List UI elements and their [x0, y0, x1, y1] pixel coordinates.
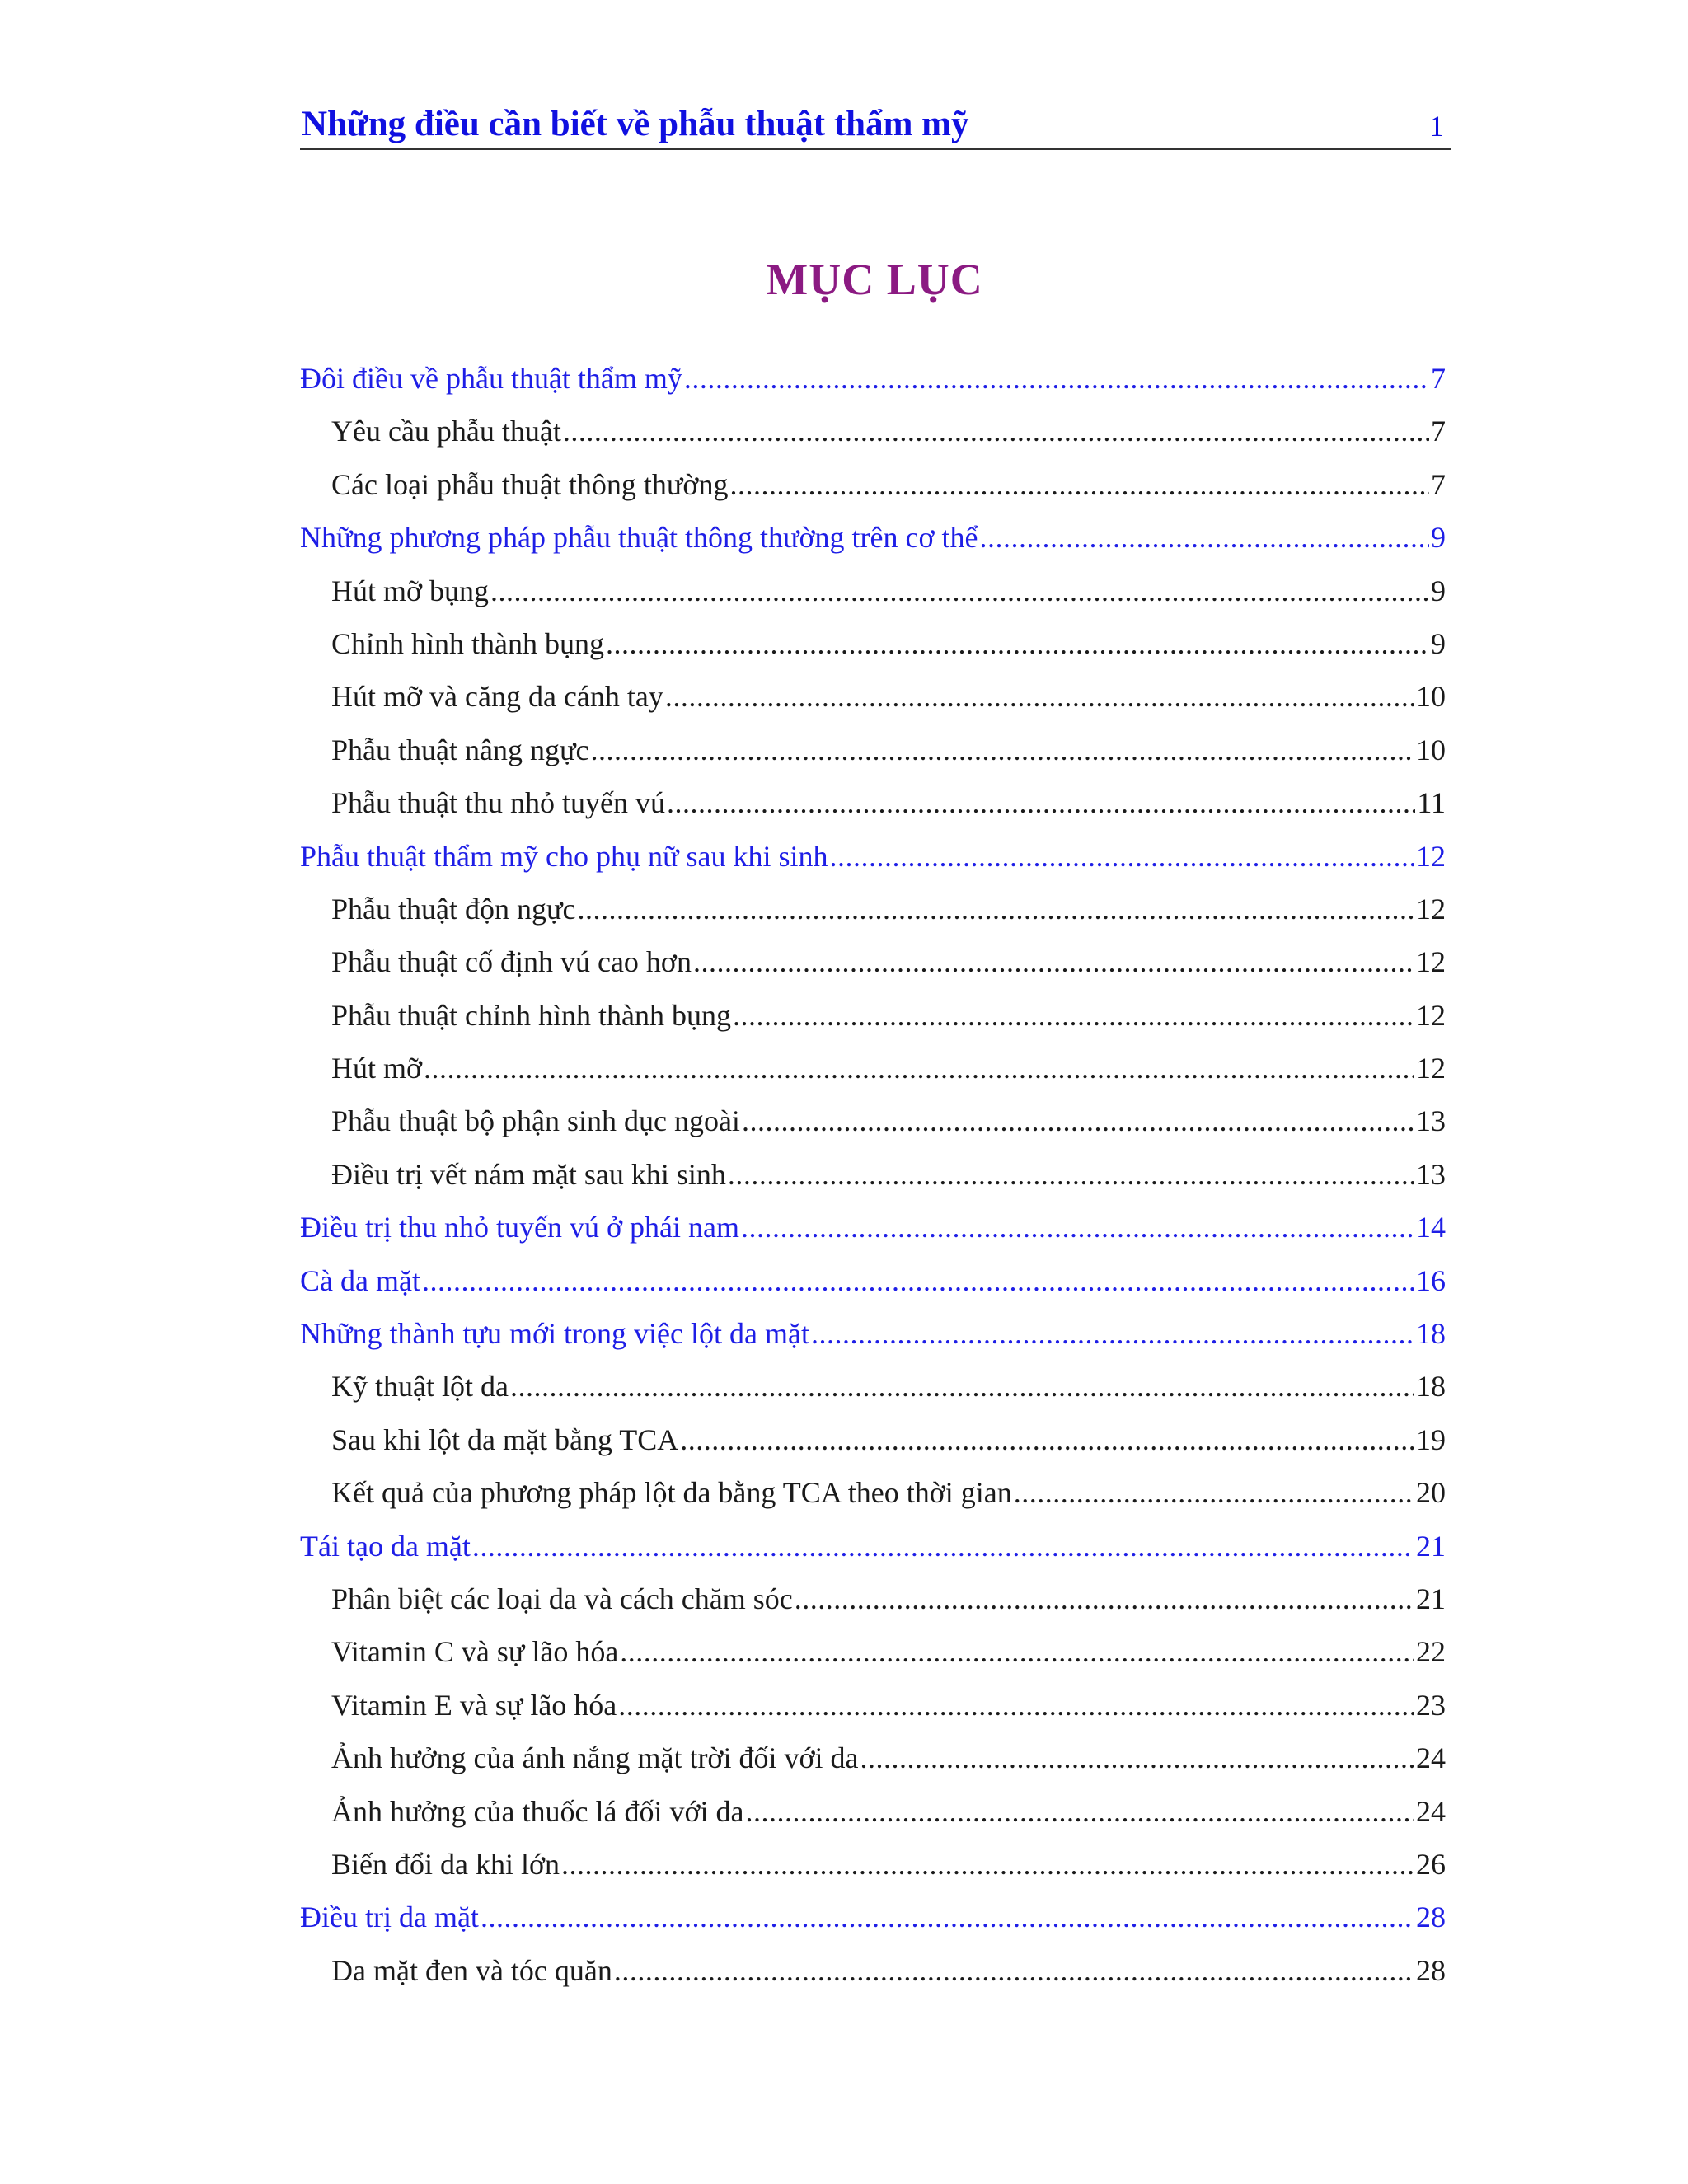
toc-dot-leader	[742, 1104, 1414, 1138]
toc-entry[interactable]	[300, 1953, 1446, 2006]
toc-dot-leader	[561, 1847, 1414, 1882]
toc-dot-leader	[1014, 1475, 1414, 1510]
toc-entry-page: 7	[1431, 467, 1446, 501]
toc-dot-leader	[618, 1688, 1414, 1722]
toc-entry-text: Điều trị thu nhỏ tuyến vú ở phái nam	[300, 1211, 739, 1244]
toc-entry-text: Phẫu thuật thẩm mỹ cho phụ nữ sau khi sinh	[300, 839, 828, 873]
toc-dot-leader	[490, 574, 1429, 608]
toc-entry-page: 21	[1416, 1529, 1446, 1563]
toc-entry-text: Tái tạo da mặt	[300, 1529, 471, 1563]
toc-entry-text: Vitamin C và sự lão hóa	[331, 1635, 619, 1669]
toc-entry[interactable]	[300, 1422, 1446, 1475]
toc-entry-page: 28	[1416, 1953, 1446, 1987]
toc-entry-page: 11	[1417, 786, 1446, 820]
toc-entry-text: Đôi điều về phẫu thuật thẩm mỹ	[300, 362, 682, 395]
toc-entry[interactable]	[300, 1475, 1446, 1528]
toc-entry[interactable]	[300, 944, 1446, 997]
toc-entry[interactable]	[300, 1582, 1446, 1634]
toc-dot-leader	[424, 1051, 1414, 1085]
toc-entry-page: 28	[1416, 1900, 1446, 1934]
toc-dot-leader	[680, 1422, 1414, 1457]
toc-entry[interactable]	[300, 574, 1446, 626]
toc-entry-text: Ảnh hưởng của ánh nắng mặt trời đối với da	[331, 1741, 859, 1775]
table-of-contents	[300, 361, 1446, 2006]
toc-dot-leader	[811, 1316, 1414, 1351]
toc-entry[interactable]	[300, 361, 1446, 414]
toc-dot-leader	[860, 1741, 1415, 1775]
header-page-number: 1	[1429, 110, 1444, 143]
toc-entry[interactable]	[300, 467, 1446, 520]
toc-entry[interactable]	[300, 998, 1446, 1051]
toc-entry[interactable]	[300, 892, 1446, 944]
header-title: Những điều cần biết về phẫu thuật thẩm mỹ	[302, 105, 969, 143]
toc-entry-text: Hút mỡ	[331, 1052, 423, 1085]
toc-entry-page: 23	[1416, 1688, 1446, 1722]
toc-entry-page: 12	[1416, 998, 1446, 1032]
toc-entry-page: 24	[1416, 1794, 1446, 1828]
toc-dot-leader	[606, 626, 1429, 661]
toc-entry-page: 24	[1416, 1741, 1446, 1775]
running-header	[300, 101, 1451, 150]
toc-entry[interactable]	[300, 839, 1446, 892]
toc-entry-page: 9	[1431, 574, 1446, 607]
toc-dot-leader	[693, 944, 1414, 979]
toc-dot-leader	[728, 1157, 1414, 1192]
toc-entry[interactable]	[300, 1794, 1446, 1847]
toc-entry-page: 14	[1416, 1211, 1446, 1244]
toc-entry-text: Phẫu thuật cố định vú cao hơn	[331, 945, 692, 979]
toc-entry-page: 12	[1416, 892, 1446, 926]
toc-entry-text: Yêu cầu phẫu thuật	[331, 415, 561, 448]
toc-dot-leader	[422, 1263, 1414, 1298]
toc-entry-page: 7	[1431, 362, 1446, 395]
toc-entry-text: Những phương pháp phẫu thuật thông thường trên cơ thể	[300, 521, 978, 555]
toc-dot-leader	[684, 361, 1429, 396]
toc-dot-leader	[667, 785, 1415, 820]
toc-entry-text: Các loại phẫu thuật thông thường	[331, 467, 729, 501]
toc-heading: MỤC LỤC	[766, 255, 983, 304]
toc-entry[interactable]	[300, 1688, 1446, 1741]
toc-dot-leader	[481, 1900, 1414, 1934]
toc-dot-leader	[563, 414, 1429, 448]
toc-entry[interactable]	[300, 1316, 1446, 1369]
toc-entry-text: Kỹ thuật lột da	[331, 1370, 509, 1404]
toc-entry-text: Sau khi lột da mặt bằng TCA	[331, 1422, 679, 1456]
toc-entry[interactable]	[300, 414, 1446, 466]
toc-dot-leader	[733, 998, 1414, 1033]
toc-entry-page: 18	[1416, 1317, 1446, 1351]
toc-entry-text: Phẫu thuật chỉnh hình thành bụng	[331, 998, 731, 1032]
toc-entry-page: 19	[1416, 1422, 1446, 1456]
toc-entry-page: 20	[1416, 1476, 1446, 1510]
toc-entry[interactable]	[300, 733, 1446, 785]
toc-entry-text: Phẫu thuật nâng ngực	[331, 733, 589, 766]
toc-dot-leader	[620, 1634, 1414, 1669]
toc-entry-text: Ảnh hưởng của thuốc lá đối với da	[331, 1794, 744, 1828]
toc-entry-text: Phẫu thuật bộ phận sinh dục ngoài	[331, 1104, 740, 1138]
toc-entry-page: 10	[1416, 733, 1446, 766]
toc-entry-text: Hút mỡ bụng	[331, 574, 490, 607]
toc-entry-page: 9	[1431, 626, 1446, 660]
toc-dot-leader	[741, 1210, 1414, 1244]
toc-entry-page: 12	[1416, 1052, 1446, 1085]
toc-dot-leader	[829, 839, 1414, 874]
toc-entry-page: 22	[1416, 1635, 1446, 1669]
toc-entry-text: Phân biệt các loại da và cách chăm sóc	[331, 1582, 793, 1615]
toc-entry-page: 7	[1431, 415, 1446, 448]
toc-entry-text: Phẫu thuật thu nhỏ tuyến vú	[331, 786, 665, 820]
toc-entry-page: 12	[1416, 945, 1446, 979]
toc-dot-leader	[729, 467, 1429, 502]
toc-entry-text: Vitamin E và sự lão hóa	[331, 1688, 617, 1722]
toc-entry-page: 13	[1416, 1157, 1446, 1191]
toc-entry-text: Biến đổi da khi lớn	[331, 1847, 560, 1881]
toc-entry-text: Điều trị vết nám mặt sau khi sinh	[331, 1157, 726, 1191]
toc-entry-page: 16	[1416, 1263, 1446, 1297]
toc-entry[interactable]	[300, 1051, 1446, 1104]
toc-entry[interactable]	[300, 1634, 1446, 1687]
toc-dot-leader	[510, 1369, 1414, 1404]
toc-dot-leader	[665, 679, 1414, 714]
toc-entry[interactable]	[300, 785, 1446, 838]
toc-entry-text: Hút mỡ và căng da cánh tay	[331, 680, 663, 714]
toc-entry[interactable]	[300, 679, 1446, 732]
toc-entry-text: Cà da mặt	[300, 1263, 420, 1297]
toc-entry-text: Điều trị da mặt	[300, 1900, 479, 1934]
toc-entry-text: Da mặt đen và tóc quăn	[331, 1953, 612, 1987]
toc-entry[interactable]	[300, 1157, 1446, 1210]
toc-entry-page: 26	[1416, 1847, 1446, 1881]
toc-entry-text: Những thành tựu mới trong việc lột da mặt	[300, 1317, 809, 1351]
toc-entry-page: 21	[1416, 1582, 1446, 1615]
toc-entry[interactable]	[300, 1900, 1446, 1952]
toc-entry[interactable]	[300, 626, 1446, 679]
toc-entry[interactable]	[300, 1741, 1446, 1793]
toc-entry[interactable]	[300, 1529, 1446, 1582]
toc-dot-leader	[980, 520, 1429, 555]
toc-entry[interactable]	[300, 1847, 1446, 1900]
toc-entry-page: 10	[1416, 680, 1446, 714]
toc-entry-text: Chỉnh hình thành bụng	[331, 626, 604, 660]
toc-entry[interactable]	[300, 1263, 1446, 1316]
toc-dot-leader	[577, 892, 1414, 926]
toc-entry-page: 12	[1416, 839, 1446, 873]
toc-entry[interactable]	[300, 1210, 1446, 1263]
toc-entry-page: 18	[1416, 1370, 1446, 1404]
toc-entry-page: 13	[1416, 1104, 1446, 1138]
toc-entry-page: 9	[1431, 521, 1446, 555]
toc-dot-leader	[590, 733, 1414, 767]
toc-entry[interactable]	[300, 1369, 1446, 1422]
toc-entry[interactable]	[300, 520, 1446, 573]
toc-dot-leader	[745, 1794, 1414, 1829]
toc-dot-leader	[795, 1582, 1414, 1616]
toc-dot-leader	[472, 1529, 1414, 1563]
toc-entry-text: Kết quả của phương pháp lột da bằng TCA theo thời gian	[331, 1476, 1012, 1510]
toc-dot-leader	[614, 1953, 1414, 1988]
toc-entry-text: Phẫu thuật độn ngực	[331, 892, 576, 926]
toc-entry[interactable]	[300, 1104, 1446, 1156]
